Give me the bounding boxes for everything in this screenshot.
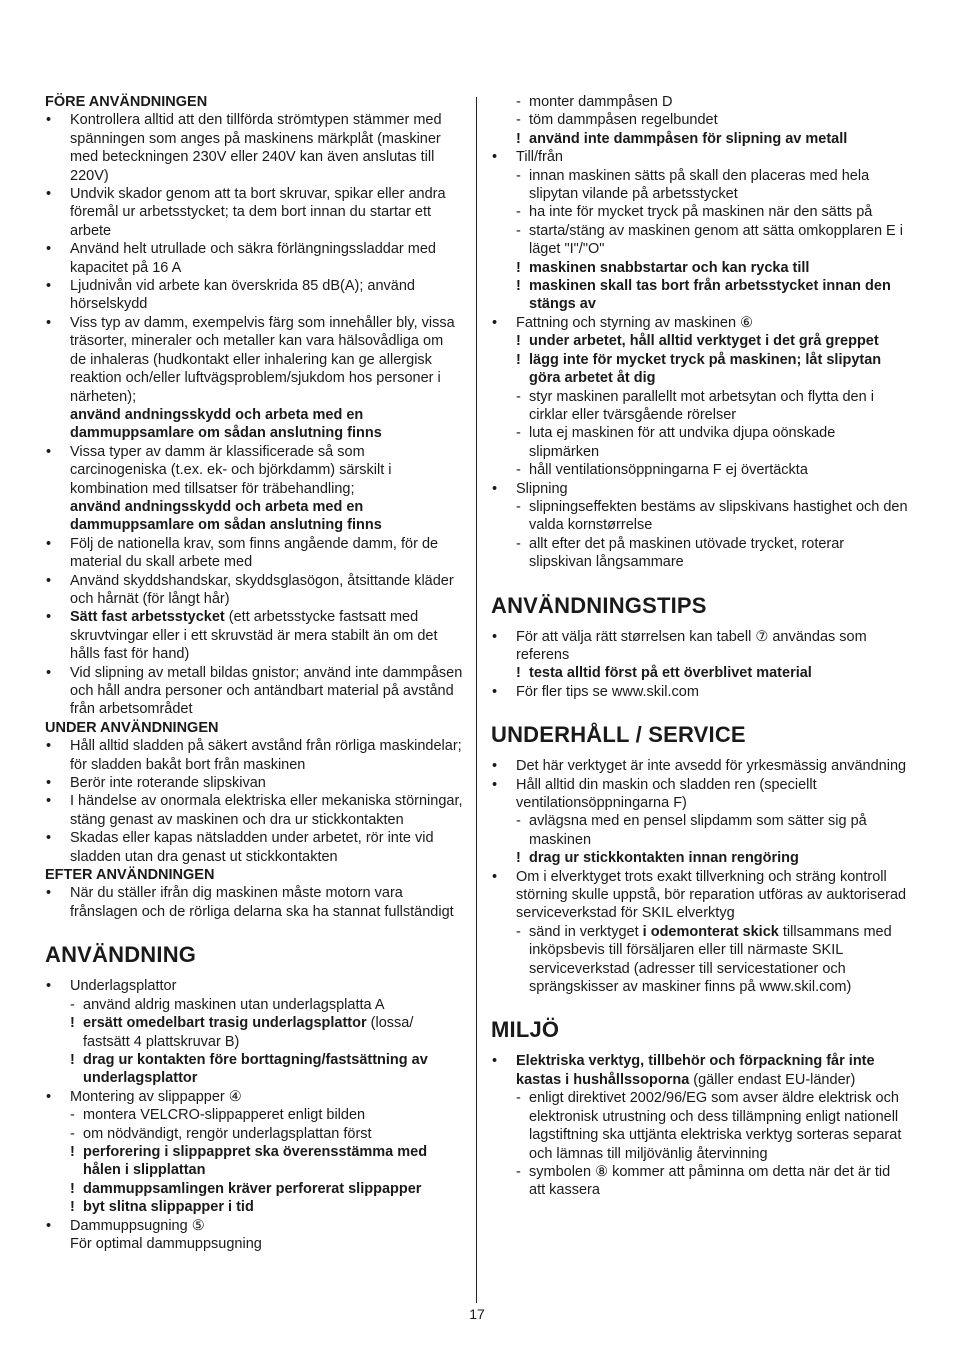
dash-item: - montera VELCRO-slippapperet enligt bilden xyxy=(45,1106,463,1124)
warning-text: (lossa/ fastsätt 4 plattskruvar B) xyxy=(83,1015,414,1050)
left-column xyxy=(45,93,463,1253)
miljo-text: (gäller endast EU-länder) xyxy=(689,1071,856,1088)
dash-item: - enligt direktivet 2002/96/EG som avser äldre elektrisk och elektronisk utrustning och dess tillämpning enligt nationell lagstiftning ska uttjänta elektriska verktyg sorteras separat och lämnas till miljövänlig återvinning xyxy=(491,1089,909,1163)
list-item: • När du ställer ifrån dig maskinen måste motorn vara frånslagen och de rörliga delarna ska ha stannat fullständigt xyxy=(45,884,463,921)
warning-item: ! byt slitna slippapper i tid xyxy=(45,1198,463,1216)
heading-underhall-service: UNDERHÅLL / SERVICE xyxy=(491,722,746,748)
heading-efter-anvandningen: EFTER ANVÄNDNINGEN xyxy=(45,867,215,884)
dust-warning-bold: använd andningsskydd och arbeta med en dammuppsamlare om sådan anslutning finns xyxy=(70,498,382,534)
list-item: • Montering av slippapper ④ xyxy=(45,1088,463,1106)
dash-item: - ha inte för mycket tryck på maskinen när den sätts på xyxy=(491,203,909,221)
list-item: • Håll alltid din maskin och sladden ren (speciellt ventilationsöppningarna F) xyxy=(491,776,909,813)
warning-item: ! testa alltid först på ett överblivet material xyxy=(491,664,909,682)
warning-item: ! maskinen skall tas bort från arbetsstycket innan den stängs av xyxy=(491,277,909,314)
list-item: • Fattning och styrning av maskinen ⑥ xyxy=(491,314,909,332)
list-item: • Använd skyddshandskar, skyddsglasögon, åtsittande kläder och hårnät (för långt hår) xyxy=(45,572,463,609)
service-text-pre: sänd in verktyget xyxy=(529,923,643,940)
warning-bold: ersätt omedelbart trasig underlagsplattor xyxy=(83,1015,367,1032)
fasten-bold: Sätt fast arbetsstycket xyxy=(70,609,225,626)
heading-anvandningstips: ANVÄNDNINGSTIPS xyxy=(491,592,707,618)
list-item: • Underlagsplattor xyxy=(45,977,463,995)
dash-item: - slipningseffekten bestäms av slipskivans hastighet och den valda kornstørrelse xyxy=(491,498,909,535)
heading-miljo: MILJÖ xyxy=(491,1017,560,1043)
dash-item: - om nödvändigt, rengör underlagsplattan först xyxy=(45,1125,463,1143)
heading-fore-anvandningen: FÖRE ANVÄNDNINGEN xyxy=(45,94,208,110)
service-text-post: tillsammans med inköpsbevis till försäljaren eller till närmaste SKIL serviceverkstad (adresser till servicestationer och sprängskisser av maskiner finns på www.skil.com) xyxy=(529,923,892,996)
list-item: • Ljudnivån vid arbete kan överskrida 85 dB(A); använd hörselskydd xyxy=(45,277,463,314)
dash-item xyxy=(491,923,909,997)
dust-warning-text: Viss typ av damm, exempelvis färg som innehåller bly, vissa träsorter, mineraler och metaller kan vara hälsovådliga om de inhaleras (hudkontakt eller inhalering kan ge allergisk reaktion och/eller luftvägsproblem/sjukdom hos personer i närheten); xyxy=(70,314,455,405)
dash-item: - styr maskinen parallellt mot arbetsytan och flytta den i cirklar eller tvärsgående rörelser xyxy=(491,388,909,425)
warning-item: ! perforering i slippappret ska överensstämma med hålen i slipplattan xyxy=(45,1143,463,1180)
fasten-text: (ett arbetsstycke fastsatt med skruvtvingar eller i ett skruvstäd är mera stabilt än om det hålls fast för hand) xyxy=(70,609,438,663)
list-item: • Skadas eller kapas nätsladden under arbetet, rör inte vid sladden utan dra genast ut stickkontakten xyxy=(45,829,463,866)
list-item: • Använd helt utrullade och säkra förlängningssladdar med kapacitet på 16 A xyxy=(45,240,463,277)
dash-item: - innan maskinen sätts på skall den placeras med hela slipytan vilande på arbetsstycket xyxy=(491,167,909,204)
dash-item: - avlägsna med en pensel slipdamm som sätter sig på maskinen xyxy=(491,812,909,849)
list-item: • Om i elverktyget trots exakt tillverkning och sträng kontroll störning skulle uppstå, bör reparation utföras av auktoriserad serviceverkstad för SKIL elverktyg xyxy=(491,868,909,923)
list-item xyxy=(491,1052,909,1089)
right-column xyxy=(491,93,909,1200)
heading-anvandning: ANVÄNDNING xyxy=(45,942,197,968)
list-item: • Slipning xyxy=(491,480,909,498)
dash-item: - håll ventilationsöppningarna F ej övertäckta xyxy=(491,461,909,479)
page-number: 17 xyxy=(469,1306,485,1322)
warning-item: ! använd inte dammpåsen för slipning av metall xyxy=(491,130,909,148)
dust-warning-bold: använd andningsskydd och arbeta med en dammuppsamlare om sådan anslutning finns xyxy=(70,406,382,442)
warning-item: ! dammuppsamlingen kräver perforerat slippapper xyxy=(45,1180,463,1198)
dash-item: - använd aldrig maskinen utan underlagsplatta A xyxy=(45,996,463,1014)
dust-warning-text: Vissa typer av damm är klassificerade så som carcinogeniska (t.ex. ek- och björkdamm) särskilt i kombination med tillsatser för träbehandling; xyxy=(70,443,392,497)
list-item: • Undvik skador genom att ta bort skruvar, spikar eller andra föremål ur arbetsstycket; ta dem bort innan du startar ett arbete xyxy=(45,185,463,240)
list-item: • Håll alltid sladden på säkert avstånd från rörliga maskindelar; för sladden bakåt bort från maskinen xyxy=(45,737,463,774)
column-divider xyxy=(476,97,477,1303)
dash-item: - starta/stäng av maskinen genom att sätta omkopplaren E i läget "I"/"O" xyxy=(491,222,909,259)
warning-item xyxy=(45,1014,463,1051)
warning-item: ! lägg inte för mycket tryck på maskinen; låt slipytan göra arbetet åt dig xyxy=(491,351,909,388)
list-item: • För fler tips se www.skil.com xyxy=(491,683,909,701)
warning-item: ! under arbetet, håll alltid verktyget i det grå greppet xyxy=(491,332,909,350)
service-text-bold: i odemonterat skick xyxy=(642,923,779,940)
list-item: • Till/från xyxy=(491,148,909,166)
list-item: • För att välja rätt størrelsen kan tabell ⑦ användas som referens xyxy=(491,628,909,665)
dash-item: - monter dammpåsen D xyxy=(491,93,909,111)
warning-item: ! maskinen snabbstartar och kan rycka till xyxy=(491,259,909,277)
list-item: • Berör inte roterande slipskivan xyxy=(45,774,463,792)
dash-item: - luta ej maskinen för att undvika djupa oönskade slipmärken xyxy=(491,424,909,461)
heading-under-anvandningen: UNDER ANVÄNDNINGEN xyxy=(45,719,219,736)
list-item: • Följ de nationella krav, som finns angående damm, för de material du skall arbete med xyxy=(45,535,463,572)
list-item: • Dammuppsugning ⑤ xyxy=(45,1217,463,1235)
list-item: • Vid slipning av metall bildas gnistor; använd inte dammpåsen och håll andra personer och antändbart material på avstånd från arbetsområdet xyxy=(45,664,463,719)
continuation-text: För optimal dammuppsugning xyxy=(70,1235,262,1252)
dash-item: - allt efter det på maskinen utövade trycket, roterar slipskivan långsammare xyxy=(491,535,909,572)
list-item xyxy=(45,314,463,443)
warning-item: ! drag ur stickkontakten innan rengöring xyxy=(491,849,909,867)
list-item xyxy=(45,608,463,663)
list-item xyxy=(45,443,463,535)
list-item: • I händelse av onormala elektriska eller mekaniska störningar, stäng genast av maskinen och dra ur stickkontakten xyxy=(45,792,463,829)
warning-item: ! drag ur kontakten före borttagning/fastsättning av underlagsplattor xyxy=(45,1051,463,1088)
list-item: • Kontrollera alltid att den tillförda strömtypen stämmer med spänningen som anges på maskinens märkplåt (maskiner med beteckningen 230V eller 240V kan även anslutas till 220V) xyxy=(45,111,463,185)
dash-item: - symbolen ⑧ kommer att påminna om detta när det är tid att kassera xyxy=(491,1163,909,1200)
dash-item: - töm dammpåsen regelbundet xyxy=(491,111,909,129)
miljo-bold: Elektriska verktyg, tillbehör och förpackning får inte kastas i hushållssoporna xyxy=(516,1053,875,1088)
list-item: • Det här verktyget är inte avsedd för yrkesmässig användning xyxy=(491,757,909,775)
